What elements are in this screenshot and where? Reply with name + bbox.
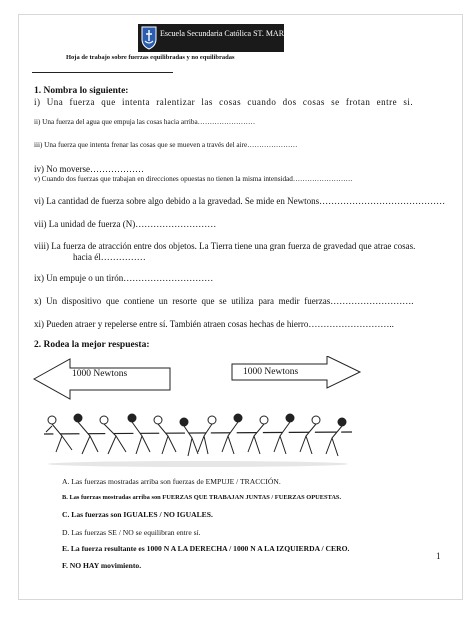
left-force-arrow [34,359,170,399]
question-x: x) Un dispositivo que contiene un resorte que se utiliza para medir fuerzas………………………. [34,296,414,306]
question-i: i) Una fuerza que intenta ralentizar las cosas cuando dos cosas se frotan entre si. [34,97,414,107]
question-vi: vi) La cantidad de fuerza sobre algo debido a la gravedad. Se mide en Newtons…………………………………… [34,196,446,206]
school-crest-icon [141,26,157,50]
option-f: F. NO HAY movimiento. [62,561,142,570]
question-v: v) Cuando dos fuerzas que trabajan en direcciones opuestas no tienen la misma intensidad……………………. [34,175,353,183]
option-d: D. Las fuerzas SE / NO se equilibran entre sí. [62,528,201,537]
question-iv: iv) No moverse……………… [34,164,144,174]
option-c: C. Las fuerzas son IGUALES / NO IGUALES. [62,510,213,519]
option-b: B. Las fuerzas mostradas arriba son FUERZAS QUE TRABAJAN JUNTAS / FUERZAS OPUESTAS. [62,494,342,501]
question-viii-cont: hacia él…………… [73,252,146,262]
tug-of-war-illustration [38,408,358,470]
right-arrow-label: 1000 Newtons [243,367,299,377]
question-viii: viii) La fuerza de atracción entre dos objetos. La Tierra tiene una gran fuerza de gravedad que atrae cosas. [34,241,416,251]
option-a: A. Las fuerzas mostradas arriba son fuerzas de EMPUJE / TRACCIÓN. [62,477,281,486]
question-xi: xi) Pueden atraer y repelerse entre sí. También atraen cosas hechas de hierro……………………….. [34,319,394,329]
option-e: E. La fuerza resultante es 1000 N A LA DERECHA / 1000 N A LA IZQUIERDA / CERO. [62,544,350,553]
worksheet-subtitle: Hoja de trabajo sobre fuerzas equilibradas y no equilibradas [66,54,235,61]
section2-heading: 2. Rodea la mejor respuesta: [34,340,150,350]
question-ix: ix) Un empuje o un tirón………………………… [34,273,214,283]
question-vii: vii) La unidad de fuerza (N)……………………… [34,219,217,229]
name-line [32,72,173,73]
force-arrows [32,356,362,402]
page-number: 1 [436,551,441,561]
left-arrow-label: 1000 Newtons [72,369,128,379]
section1-heading: 1. Nombra lo siguiente: [34,86,129,96]
school-name: Escuela Secundaria Católica ST. MARY'S [160,29,296,38]
question-ii: ii) Una fuerza del agua que empuja las cosas hacia arriba…………………… [34,118,256,126]
question-iii: iii) Una fuerza que intenta frenar las cosas que se mueven a través del aire………………… [34,141,298,149]
